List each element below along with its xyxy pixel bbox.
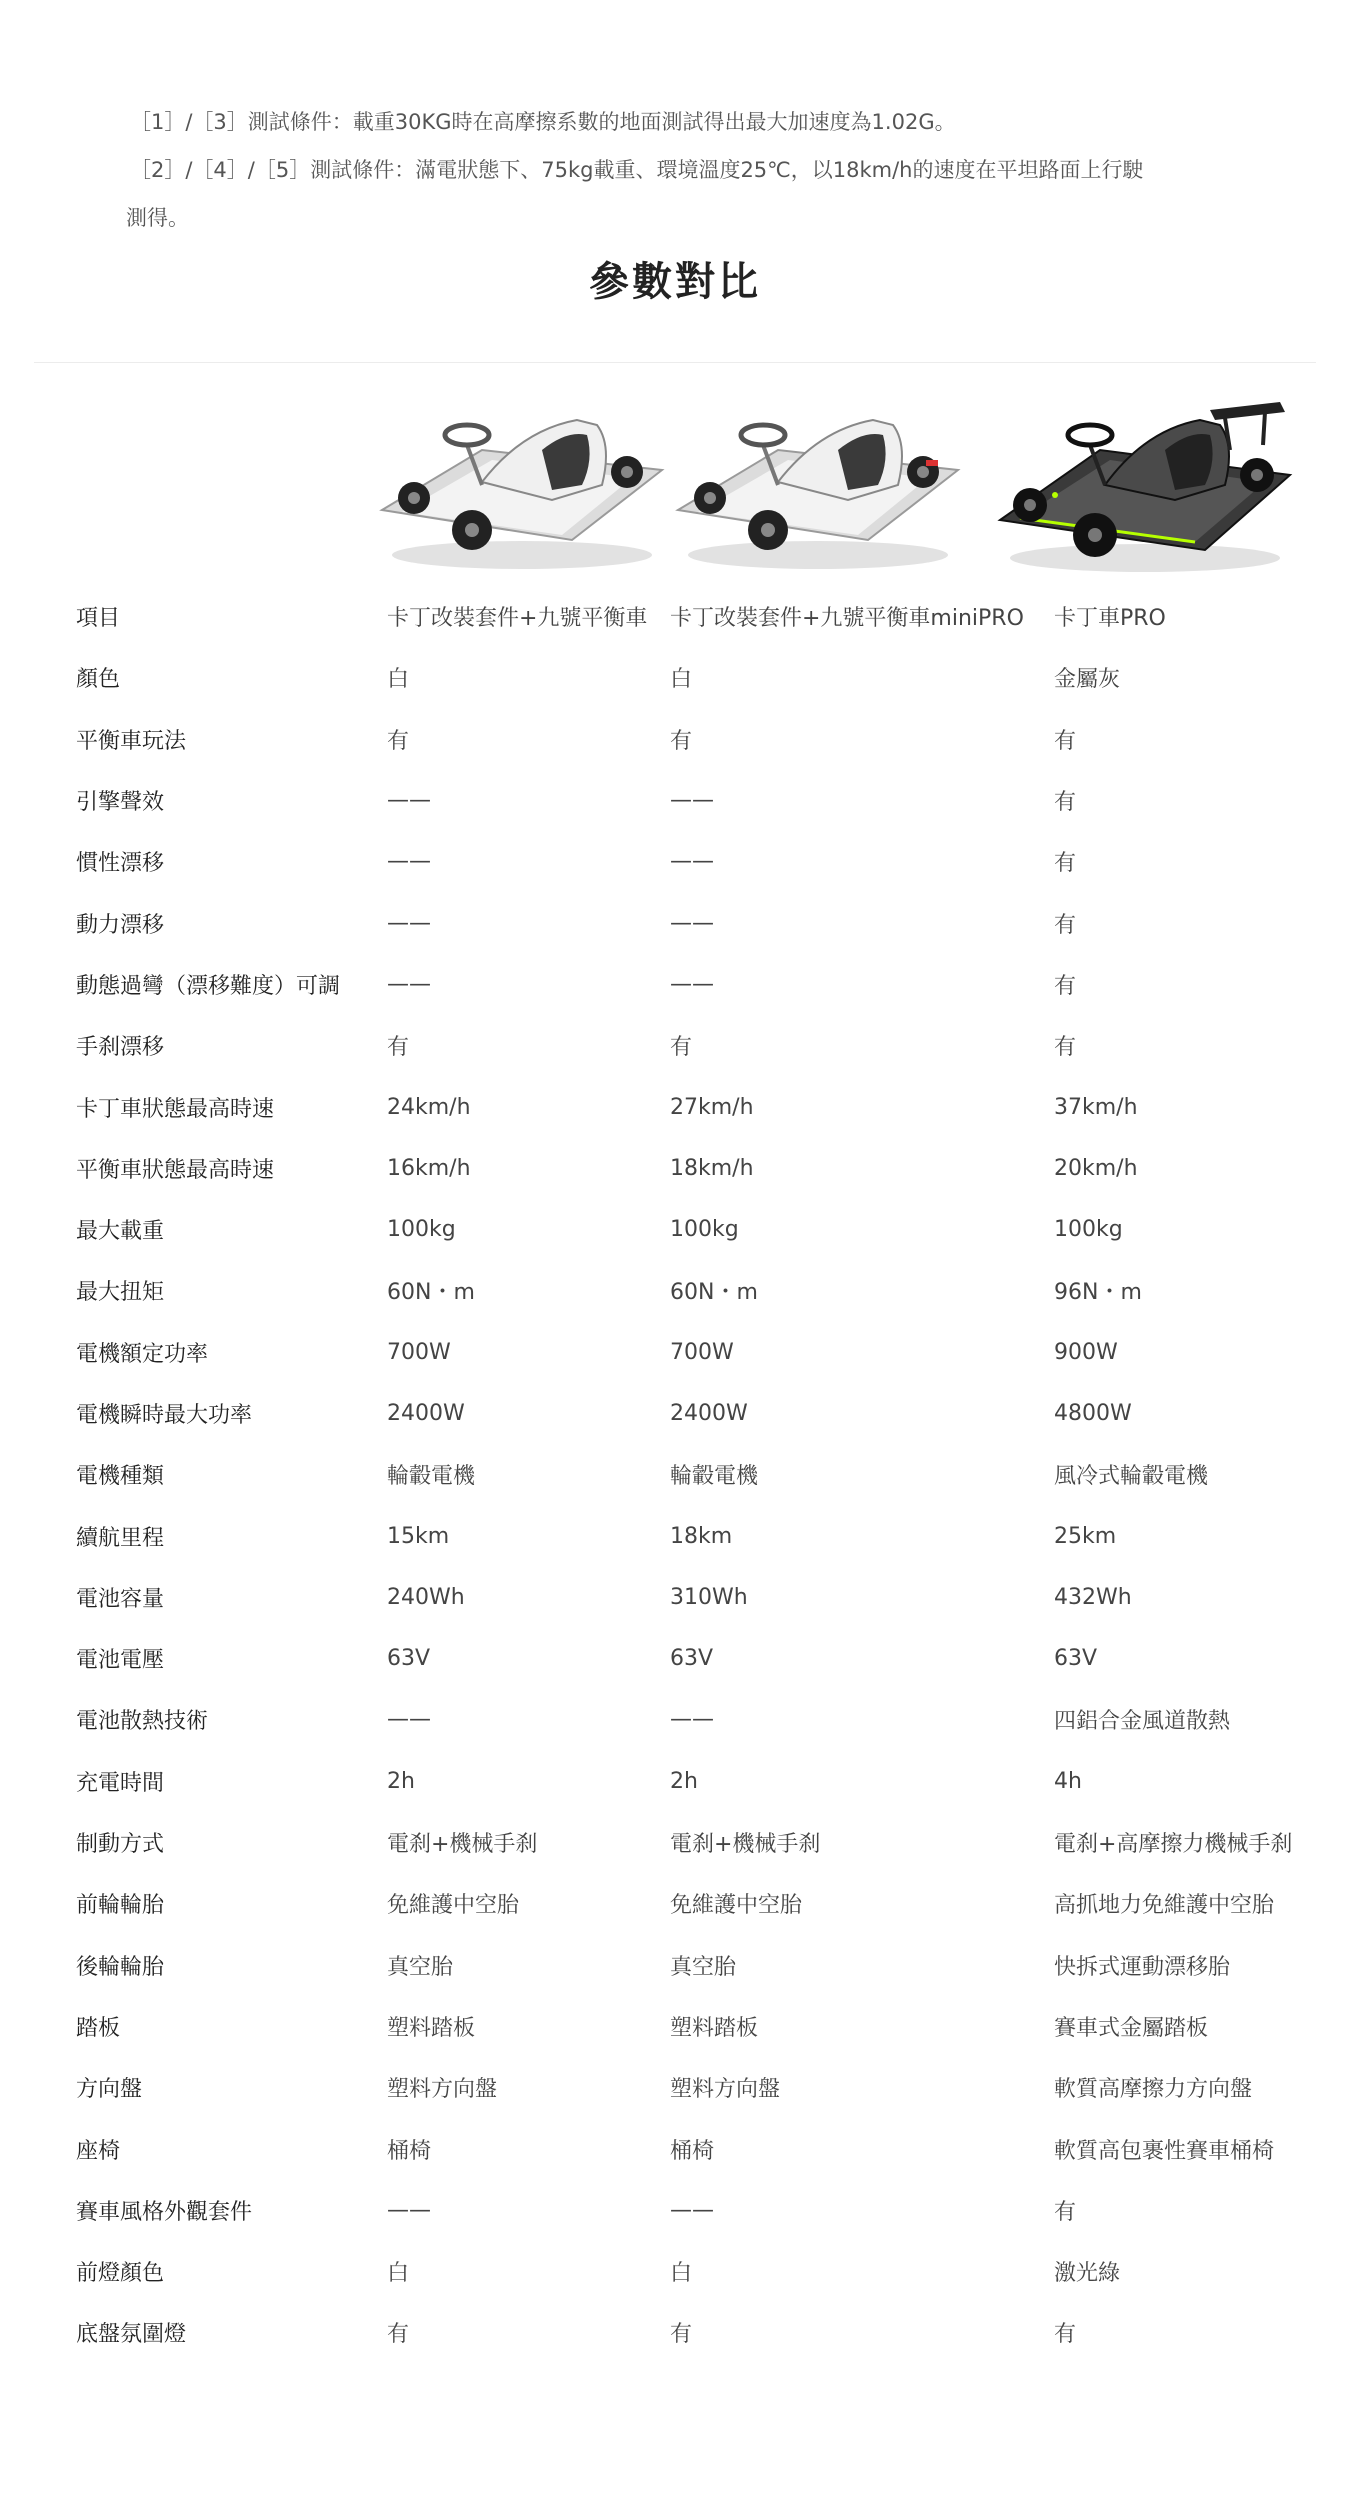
spec-value: 有: [1054, 973, 1077, 999]
spec-label: 座椅: [76, 2138, 121, 2164]
spec-value: 2400W: [670, 1401, 748, 1426]
table-row: [76, 1505, 1324, 1566]
table-row: [76, 770, 1324, 831]
spec-label: 電機瞬時最大功率: [76, 1403, 253, 1428]
spec-value: 真空胎: [670, 1954, 737, 1980]
spec-value: 18km: [670, 1523, 733, 1549]
spec-value: ——: [670, 2197, 714, 2223]
spec-value: 有: [1054, 2322, 1077, 2348]
note-3: 測得。: [126, 206, 189, 230]
spec-value: 24km/h: [387, 1094, 471, 1120]
kart-pro-image: [995, 390, 1295, 580]
spec-label: 電機種類: [76, 1464, 165, 1490]
spec-value: ——: [670, 910, 714, 936]
spec-label: 底盤氛圍燈: [76, 2322, 187, 2348]
spec-value: 卡丁車PRO: [1054, 606, 1166, 632]
spec-value: 有: [670, 1035, 693, 1061]
spec-label: 卡丁車狀態最高時速: [76, 1096, 275, 1122]
spec-value: ——: [387, 1707, 431, 1733]
table-row: [76, 1567, 1324, 1628]
spec-value: 900W: [1054, 1339, 1118, 1365]
spec-value: 有: [1054, 912, 1077, 938]
spec-value: 賽車式金屬踏板: [1054, 2015, 1209, 2041]
spec-value: ——: [670, 849, 714, 875]
kart-white-image: [372, 390, 672, 580]
spec-label: 動態過彎（漂移難度）可調: [76, 973, 341, 999]
spec-value: 電刹+高摩擦力機械手刹: [1054, 1832, 1293, 1858]
spec-value: 白: [670, 667, 693, 693]
spec-label: 電池容量: [76, 1586, 165, 1612]
spec-label: 後輪輪胎: [76, 1954, 165, 1980]
spec-value: 軟質高包裹性賽車桶椅: [1054, 2138, 1275, 2164]
spec-label: 電池散熱技術: [76, 1709, 209, 1735]
spec-value: 700W: [670, 1339, 734, 1365]
table-row: [76, 1015, 1324, 1076]
spec-value: 電刹+機械手刹: [387, 1832, 538, 1858]
spec-value: 激光綠: [1054, 2261, 1121, 2287]
table-row: [76, 2118, 1324, 2179]
table-row: [76, 1935, 1324, 1996]
table-row: [76, 2180, 1324, 2241]
spec-value: 塑料方向盤: [387, 2077, 498, 2103]
spec-label: 平衡車玩法: [76, 728, 187, 754]
table-row: [76, 1812, 1324, 1873]
spec-value: 有: [670, 728, 693, 754]
spec-value: 免維護中空胎: [670, 1893, 803, 1919]
spec-label: 顏色: [76, 667, 121, 693]
spec-label: 前輪輪胎: [76, 1893, 165, 1919]
table-row: [76, 1751, 1324, 1812]
spec-value: 20km/h: [1054, 1155, 1138, 1181]
spec-label: 平衡車狀態最高時速: [76, 1157, 275, 1183]
spec-value: ——: [670, 971, 714, 997]
spec-value: 96N・m: [1054, 1280, 1142, 1306]
spec-value: 白: [670, 2261, 693, 2287]
spec-value: 2h: [670, 1768, 698, 1794]
spec-label: 手刹漂移: [76, 1035, 165, 1061]
spec-comparison-table: [76, 586, 1324, 2364]
spec-label: 前燈顏色: [76, 2261, 165, 2287]
spec-value: 塑料踏板: [387, 2015, 476, 2041]
spec-label: 電機額定功率: [76, 1341, 209, 1367]
table-row: [76, 1873, 1324, 1934]
spec-value: 15km: [387, 1523, 450, 1549]
spec-value: 白: [387, 2261, 410, 2287]
spec-value: 4h: [1054, 1768, 1082, 1794]
table-row: [76, 1138, 1324, 1199]
spec-value: 2h: [387, 1768, 415, 1794]
spec-value: 四鋁合金風道散熱: [1054, 1709, 1231, 1735]
spec-label: 方向盤: [76, 2077, 143, 2103]
spec-value: 電刹+機械手刹: [670, 1832, 821, 1858]
spec-value: 軟質高摩擦力方向盤: [1054, 2077, 1253, 2103]
spec-value: 63V: [387, 1646, 431, 1672]
spec-value: 塑料方向盤: [670, 2077, 781, 2103]
page-title: 參數對比: [589, 259, 761, 305]
spec-value: 輪轂電機: [670, 1464, 759, 1490]
test-conditions-notes: [126, 98, 1256, 242]
table-row: [76, 1322, 1324, 1383]
spec-value: 有: [1054, 1035, 1077, 1061]
spec-label: 慣性漂移: [76, 851, 165, 877]
spec-value: 真空胎: [387, 1954, 454, 1980]
spec-value: 免維護中空胎: [387, 1893, 520, 1919]
spec-value: 310Wh: [670, 1584, 748, 1610]
table-row: [76, 1076, 1324, 1137]
table-row: [76, 647, 1324, 708]
spec-value: 桶椅: [387, 2138, 432, 2164]
spec-value: 有: [1054, 728, 1077, 754]
note-1: ［1］/［3］測試條件：載重30KG時在高摩擦系數的地面測試得出最大加速度為1.02G。: [130, 110, 956, 134]
spec-value: 16km/h: [387, 1155, 471, 1181]
spec-value: 100kg: [1054, 1217, 1123, 1243]
spec-value: 27km/h: [670, 1094, 754, 1120]
spec-label: 賽車風格外觀套件: [76, 2199, 253, 2225]
spec-label: 制動方式: [76, 1832, 165, 1858]
spec-value: 風冷式輪轂電機: [1054, 1464, 1209, 1490]
spec-value: ——: [670, 788, 714, 814]
spec-value: ——: [387, 2197, 431, 2223]
table-row: [76, 892, 1324, 953]
spec-value: 輪轂電機: [387, 1464, 476, 1490]
spec-value: 有: [387, 1035, 410, 1061]
spec-value: ——: [387, 971, 431, 997]
spec-value: 432Wh: [1054, 1584, 1132, 1610]
spec-value: 有: [1054, 851, 1077, 877]
kart-white-minipro-image: [668, 390, 968, 580]
spec-value: 18km/h: [670, 1155, 754, 1181]
spec-label: 電池電壓: [76, 1648, 165, 1674]
spec-table-body: [76, 586, 1324, 2364]
spec-value: 100kg: [387, 1217, 456, 1243]
spec-value: 63V: [1054, 1646, 1098, 1672]
spec-value: 塑料踏板: [670, 2015, 759, 2041]
spec-value: 63V: [670, 1646, 714, 1672]
spec-label: 項目: [76, 606, 121, 632]
table-row: [76, 2057, 1324, 2118]
spec-value: 白: [387, 667, 410, 693]
spec-label: 最大載重: [76, 1219, 165, 1245]
spec-value: 高抓地力免維護中空胎: [1054, 1893, 1275, 1919]
table-row: [76, 1996, 1324, 2057]
table-row: [76, 1628, 1324, 1689]
divider: [34, 362, 1316, 363]
spec-label: 引擎聲效: [76, 790, 165, 816]
table-row: [76, 1260, 1324, 1321]
table-row: [76, 586, 1324, 647]
spec-value: 有: [387, 728, 410, 754]
spec-label: 充電時間: [76, 1770, 165, 1796]
spec-value: 240Wh: [387, 1584, 465, 1610]
spec-value: 700W: [387, 1339, 451, 1365]
spec-value: 有: [1054, 790, 1077, 816]
spec-value: 37km/h: [1054, 1094, 1138, 1120]
spec-label: 最大扭矩: [76, 1280, 165, 1306]
spec-value: 有: [387, 2322, 410, 2348]
table-row: [76, 1689, 1324, 1750]
spec-label: 踏板: [76, 2015, 121, 2041]
spec-value: 卡丁改裝套件+九號平衡車: [387, 606, 648, 632]
spec-value: 卡丁改裝套件+九號平衡車miniPRO: [670, 606, 1024, 632]
spec-value: 100kg: [670, 1217, 739, 1243]
spec-value: 60N・m: [670, 1280, 758, 1306]
spec-value: 有: [670, 2322, 693, 2348]
spec-value: 快拆式運動漂移胎: [1054, 1954, 1231, 1980]
spec-label: 續航里程: [76, 1525, 165, 1551]
table-row: [76, 2241, 1324, 2302]
spec-value: ——: [387, 910, 431, 936]
table-row: [76, 709, 1324, 770]
spec-value: 金屬灰: [1054, 667, 1121, 693]
spec-value: 60N・m: [387, 1280, 475, 1306]
spec-value: ——: [670, 1707, 714, 1733]
note-2: ［2］/［4］/［5］測試條件：滿電狀態下、75kg載重、環境溫度25℃，以18km/h的速度在平坦路面上行駛: [130, 158, 1144, 182]
spec-value: 4800W: [1054, 1401, 1132, 1426]
spec-value: 桶椅: [670, 2138, 715, 2164]
table-row: [76, 2302, 1324, 2363]
spec-value: 2400W: [387, 1401, 465, 1426]
spec-value: 25km: [1054, 1523, 1117, 1549]
spec-value: 有: [1054, 2199, 1077, 2225]
table-row: [76, 831, 1324, 892]
spec-value: ——: [387, 788, 431, 814]
spec-label: 動力漂移: [76, 912, 165, 938]
table-row: [76, 1199, 1324, 1260]
spec-value: ——: [387, 849, 431, 875]
table-row: [76, 1444, 1324, 1505]
table-row: [76, 954, 1324, 1015]
table-row: [76, 1383, 1324, 1444]
